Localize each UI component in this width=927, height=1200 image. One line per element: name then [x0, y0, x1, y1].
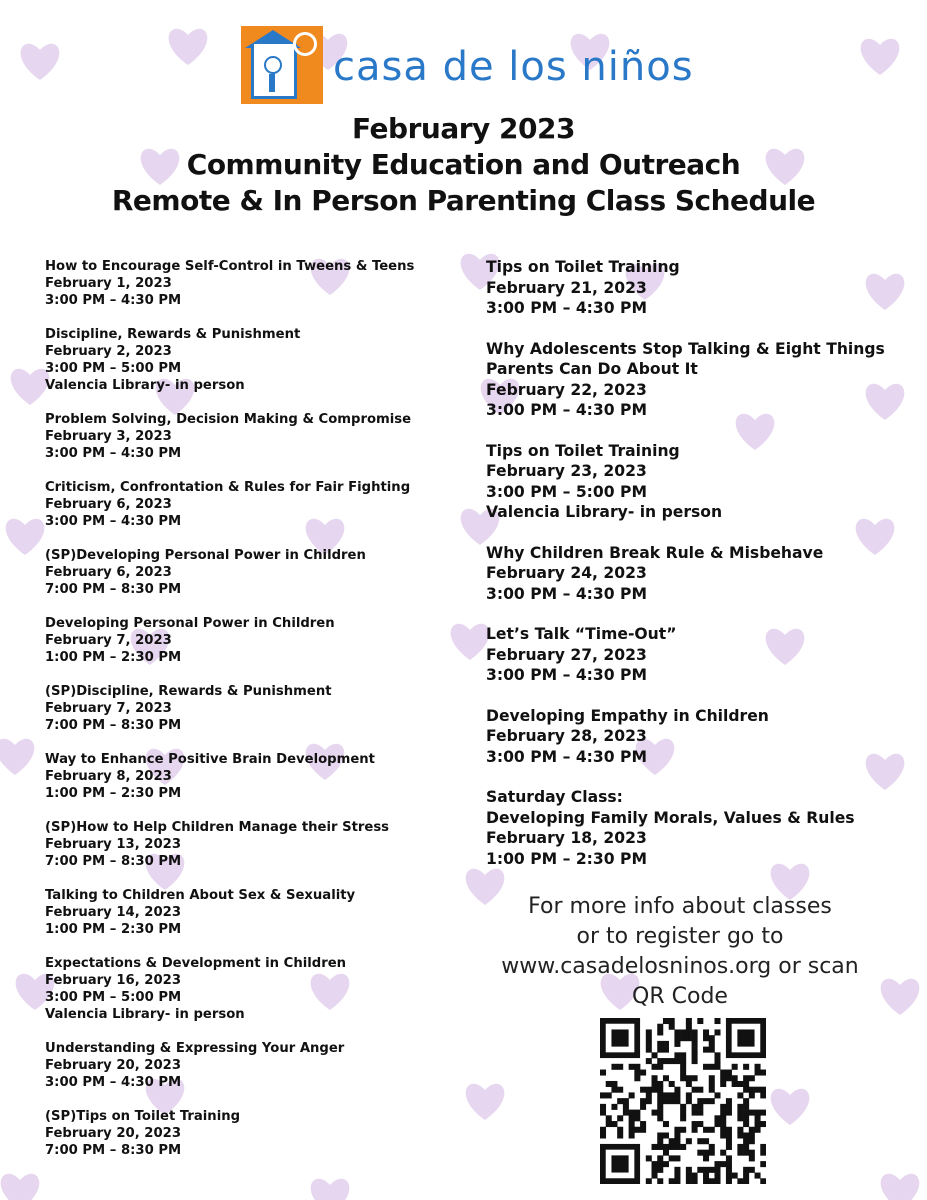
class-date: February 3, 2023: [45, 429, 172, 444]
class-date: February 7, 2023: [45, 701, 172, 716]
class-title: Talking to Children About Sex & Sexuality: [45, 888, 356, 903]
class-title-cont: Parents Can Do About It: [486, 360, 698, 378]
qr-code-icon[interactable]: [600, 1018, 766, 1184]
info-line: For more info about classes: [528, 894, 832, 919]
class-time: 3:00 PM – 5:00 PM: [45, 361, 182, 376]
class-entry: [45, 819, 465, 870]
class-location: Valencia Library- in person: [45, 378, 245, 393]
class-time: 7:00 PM – 8:30 PM: [45, 1143, 182, 1158]
brand-name: casa de los niños: [333, 44, 694, 90]
class-entry: [45, 1108, 465, 1159]
class-entry: [45, 411, 465, 462]
class-title: (SP)How to Help Children Manage their Stress: [45, 820, 390, 835]
class-label: Saturday Class:: [486, 788, 623, 806]
class-time: 3:00 PM – 5:00 PM: [45, 990, 182, 1005]
class-time: 3:00 PM – 4:30 PM: [486, 747, 647, 766]
class-entry: [486, 543, 906, 605]
registration-info: [470, 892, 890, 1012]
class-title: How to Encourage Self-Control in Tweens & Teens: [45, 259, 415, 274]
class-date: February 6, 2023: [45, 497, 172, 512]
class-entry: [45, 547, 465, 598]
class-location: Valencia Library- in person: [486, 503, 723, 521]
class-time: 3:00 PM – 5:00 PM: [486, 482, 647, 501]
class-title: Way to Enhance Positive Brain Development: [45, 752, 375, 767]
class-time: 7:00 PM – 8:30 PM: [45, 854, 182, 869]
class-date: February 1, 2023: [45, 276, 172, 291]
class-time: 7:00 PM – 8:30 PM: [45, 582, 182, 597]
class-title: Why Children Break Rule & Misbehave: [486, 543, 824, 562]
page-title-month: February 2023: [352, 112, 575, 145]
class-title: (SP)Developing Personal Power in Children: [45, 548, 366, 563]
class-title: Tips on Toilet Training: [486, 441, 680, 460]
info-line: or to register go to: [576, 924, 784, 949]
class-entry: [45, 683, 465, 734]
class-entry: [45, 887, 465, 938]
class-time: 3:00 PM – 4:30 PM: [45, 1075, 182, 1090]
house-logo-icon: [241, 26, 323, 104]
class-entry: [486, 706, 906, 768]
class-title: Why Adolescents Stop Talking & Eight Things: [486, 339, 885, 358]
class-time: 3:00 PM – 4:30 PM: [486, 401, 647, 419]
class-entry: [45, 751, 465, 802]
class-title: Let’s Talk “Time-Out”: [486, 625, 677, 643]
class-title: Developing Empathy in Children: [486, 706, 769, 725]
class-title: Tips on Toilet Training: [486, 258, 680, 276]
class-entry: [45, 615, 465, 666]
class-date: February 13, 2023: [45, 837, 181, 852]
website-link[interactable]: www.casadelosninos.org or scan: [501, 954, 859, 979]
class-date: February 18, 2023: [486, 829, 647, 847]
schedule-right-column: [486, 257, 906, 889]
page-title-schedule: Remote & In Person Parenting Class Schedule: [111, 184, 816, 217]
class-date: February 7, 2023: [45, 633, 172, 648]
class-date: February 2, 2023: [45, 344, 172, 359]
class-date: February 16, 2023: [45, 973, 181, 988]
class-title: Problem Solving, Decision Making & Compromise: [45, 412, 412, 427]
class-entry: [45, 955, 465, 1023]
class-entry: [45, 258, 465, 309]
class-entry: [45, 1040, 465, 1091]
class-title: Understanding & Expressing Your Anger: [45, 1041, 345, 1056]
class-time: 3:00 PM – 4:30 PM: [486, 584, 647, 603]
class-date: February 22, 2023: [486, 380, 647, 399]
class-title: Developing Personal Power in Children: [45, 616, 335, 631]
class-entry: [45, 479, 465, 530]
class-time: 1:00 PM – 2:30 PM: [486, 849, 647, 868]
class-time: 1:00 PM – 2:30 PM: [45, 922, 182, 937]
class-date: February 28, 2023: [486, 727, 647, 745]
class-title: Criticism, Confrontation & Rules for Fair Fighting: [45, 480, 411, 495]
class-date: February 8, 2023: [45, 769, 172, 784]
class-time: 7:00 PM – 8:30 PM: [45, 718, 182, 733]
class-time: 3:00 PM – 4:30 PM: [45, 446, 182, 461]
class-location: Valencia Library- in person: [45, 1007, 245, 1022]
class-title: (SP)Tips on Toilet Training: [45, 1109, 241, 1124]
class-entry: [486, 624, 906, 686]
class-date: February 6, 2023: [45, 565, 172, 580]
class-title: Discipline, Rewards & Punishment: [45, 327, 301, 342]
page-title-program: Community Education and Outreach: [186, 148, 741, 181]
class-title: Expectations & Development in Children: [45, 956, 347, 971]
class-entry: [45, 326, 465, 394]
class-time: 3:00 PM – 4:30 PM: [45, 293, 182, 308]
class-time: 1:00 PM – 2:30 PM: [45, 650, 182, 665]
class-date: February 20, 2023: [45, 1126, 181, 1141]
class-entry: [486, 787, 906, 869]
class-entry: [486, 339, 906, 421]
class-entry: [486, 257, 906, 319]
class-time: 1:00 PM – 2:30 PM: [45, 786, 182, 801]
class-date: February 23, 2023: [486, 462, 647, 480]
class-date: February 21, 2023: [486, 278, 647, 297]
class-time: 3:00 PM – 4:30 PM: [486, 666, 647, 684]
class-time: 3:00 PM – 4:30 PM: [486, 299, 647, 317]
class-entry: [486, 441, 906, 523]
info-line: QR Code: [632, 984, 728, 1009]
class-title: Developing Family Morals, Values & Rules: [486, 808, 855, 827]
class-time: 3:00 PM – 4:30 PM: [45, 514, 182, 529]
class-date: February 20, 2023: [45, 1058, 181, 1073]
class-date: February 27, 2023: [486, 645, 647, 664]
class-title: (SP)Discipline, Rewards & Punishment: [45, 684, 332, 699]
class-date: February 14, 2023: [45, 905, 181, 920]
schedule-left-column: [45, 258, 465, 1176]
class-date: February 24, 2023: [486, 564, 647, 582]
